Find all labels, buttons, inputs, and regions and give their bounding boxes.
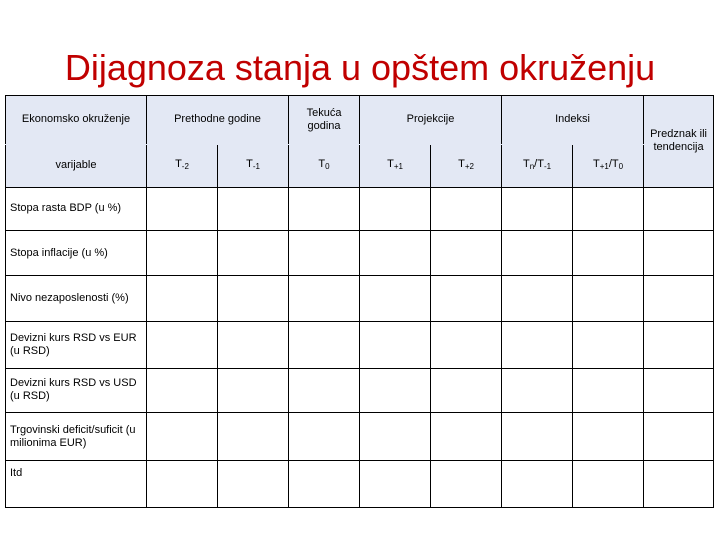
header-indices: Indeksi — [502, 96, 644, 145]
table-cell[interactable] — [644, 276, 714, 322]
table-cell[interactable] — [573, 368, 644, 413]
table-cell[interactable] — [431, 368, 502, 413]
table-cell[interactable] — [147, 187, 218, 231]
header-t-plus-2: $T_{+2}$ — [431, 144, 502, 187]
table-cell[interactable] — [431, 187, 502, 231]
table-cell[interactable] — [289, 276, 360, 322]
table-row — [6, 231, 714, 276]
table-cell[interactable] — [360, 276, 431, 322]
table-row — [6, 321, 714, 368]
table-cell[interactable] — [573, 413, 644, 461]
table-cell[interactable] — [573, 321, 644, 368]
table-cell[interactable] — [289, 368, 360, 413]
table-row — [6, 276, 714, 322]
table-cell[interactable] — [218, 187, 289, 231]
table-cell[interactable] — [360, 413, 431, 461]
table-cell[interactable] — [147, 231, 218, 276]
table-cell[interactable] — [573, 231, 644, 276]
table-cell[interactable] — [289, 413, 360, 461]
table-cell[interactable] — [218, 413, 289, 461]
table-cell[interactable] — [644, 461, 714, 508]
table-cell[interactable] — [218, 231, 289, 276]
table-cell[interactable] — [218, 321, 289, 368]
row-label: Devizni kurs RSD vs EUR (u RSD) — [6, 321, 147, 368]
table-cell[interactable] — [289, 231, 360, 276]
table-cell[interactable] — [218, 276, 289, 322]
table-cell[interactable] — [289, 187, 360, 231]
header-economic-environment: Ekonomsko okruženje — [6, 96, 147, 145]
table-cell[interactable] — [502, 413, 573, 461]
table-cell[interactable] — [431, 276, 502, 322]
table-cell[interactable] — [431, 413, 502, 461]
table-cell[interactable] — [147, 321, 218, 368]
table-cell[interactable] — [644, 321, 714, 368]
diagnosis-table — [5, 95, 714, 508]
row-label: Stopa rasta BDP (u %) — [6, 187, 147, 231]
table-row — [6, 413, 714, 461]
table-cell[interactable] — [502, 231, 573, 276]
table-cell[interactable] — [644, 368, 714, 413]
table-cell[interactable] — [573, 276, 644, 322]
table-cell[interactable] — [360, 187, 431, 231]
header-index-tp1-t0: $T_{+1}/T_0$ — [573, 144, 644, 187]
header-t-minus-1: $T_{-1}$ — [218, 144, 289, 187]
table-cell[interactable] — [360, 461, 431, 508]
header-previous-years: Prethodne godine — [147, 96, 289, 145]
row-label: Itd — [6, 461, 147, 508]
page-title: Dijagnoza stanja u opštem okruženju — [64, 47, 656, 88]
table-cell[interactable] — [502, 321, 573, 368]
table-cell[interactable] — [218, 368, 289, 413]
table-cell[interactable] — [502, 187, 573, 231]
table-cell[interactable] — [289, 461, 360, 508]
table-cell[interactable] — [147, 276, 218, 322]
table-cell[interactable] — [360, 321, 431, 368]
table-cell[interactable] — [147, 368, 218, 413]
header-current-year: Tekuća godina — [289, 96, 360, 145]
header-variables: varijable — [6, 144, 147, 187]
table-cell[interactable] — [573, 461, 644, 508]
table-cell[interactable] — [502, 461, 573, 508]
row-label: Nivo nezaposlenosti (%) — [6, 276, 147, 322]
table-cell[interactable] — [147, 413, 218, 461]
header-index-tn-tm1: $T_n/T_{-1}$ — [502, 144, 573, 187]
row-label: Stopa inflacije (u %) — [6, 231, 147, 276]
table-cell[interactable] — [360, 231, 431, 276]
table-cell[interactable] — [573, 187, 644, 231]
table-cell[interactable] — [147, 461, 218, 508]
table-cell[interactable] — [360, 368, 431, 413]
header-sign-tendency: Predznak ili tendencija — [644, 96, 714, 188]
row-label: Trgovinski deficit/suficit (u milionima EUR) — [6, 413, 147, 461]
table-cell[interactable] — [644, 231, 714, 276]
table-cell[interactable] — [502, 368, 573, 413]
table-cell[interactable] — [644, 413, 714, 461]
table-cell[interactable] — [218, 461, 289, 508]
table-cell[interactable] — [644, 187, 714, 231]
table-row — [6, 368, 714, 413]
header-t-minus-2: $T_{-2}$ — [147, 144, 218, 187]
table-cell[interactable] — [289, 321, 360, 368]
table-row — [6, 187, 714, 231]
table-cell[interactable] — [431, 321, 502, 368]
table-row — [6, 461, 714, 508]
row-label: Devizni kurs RSD vs USD (u RSD) — [6, 368, 147, 413]
table-cell[interactable] — [431, 231, 502, 276]
header-row-sub — [6, 144, 714, 187]
header-row-groups — [6, 96, 714, 145]
header-t-plus-1: $T_{+1}$ — [360, 144, 431, 187]
header-t-0: $T_0$ — [289, 144, 360, 187]
table-cell[interactable] — [431, 461, 502, 508]
table-cell[interactable] — [502, 276, 573, 322]
header-projections: Projekcije — [360, 96, 502, 145]
